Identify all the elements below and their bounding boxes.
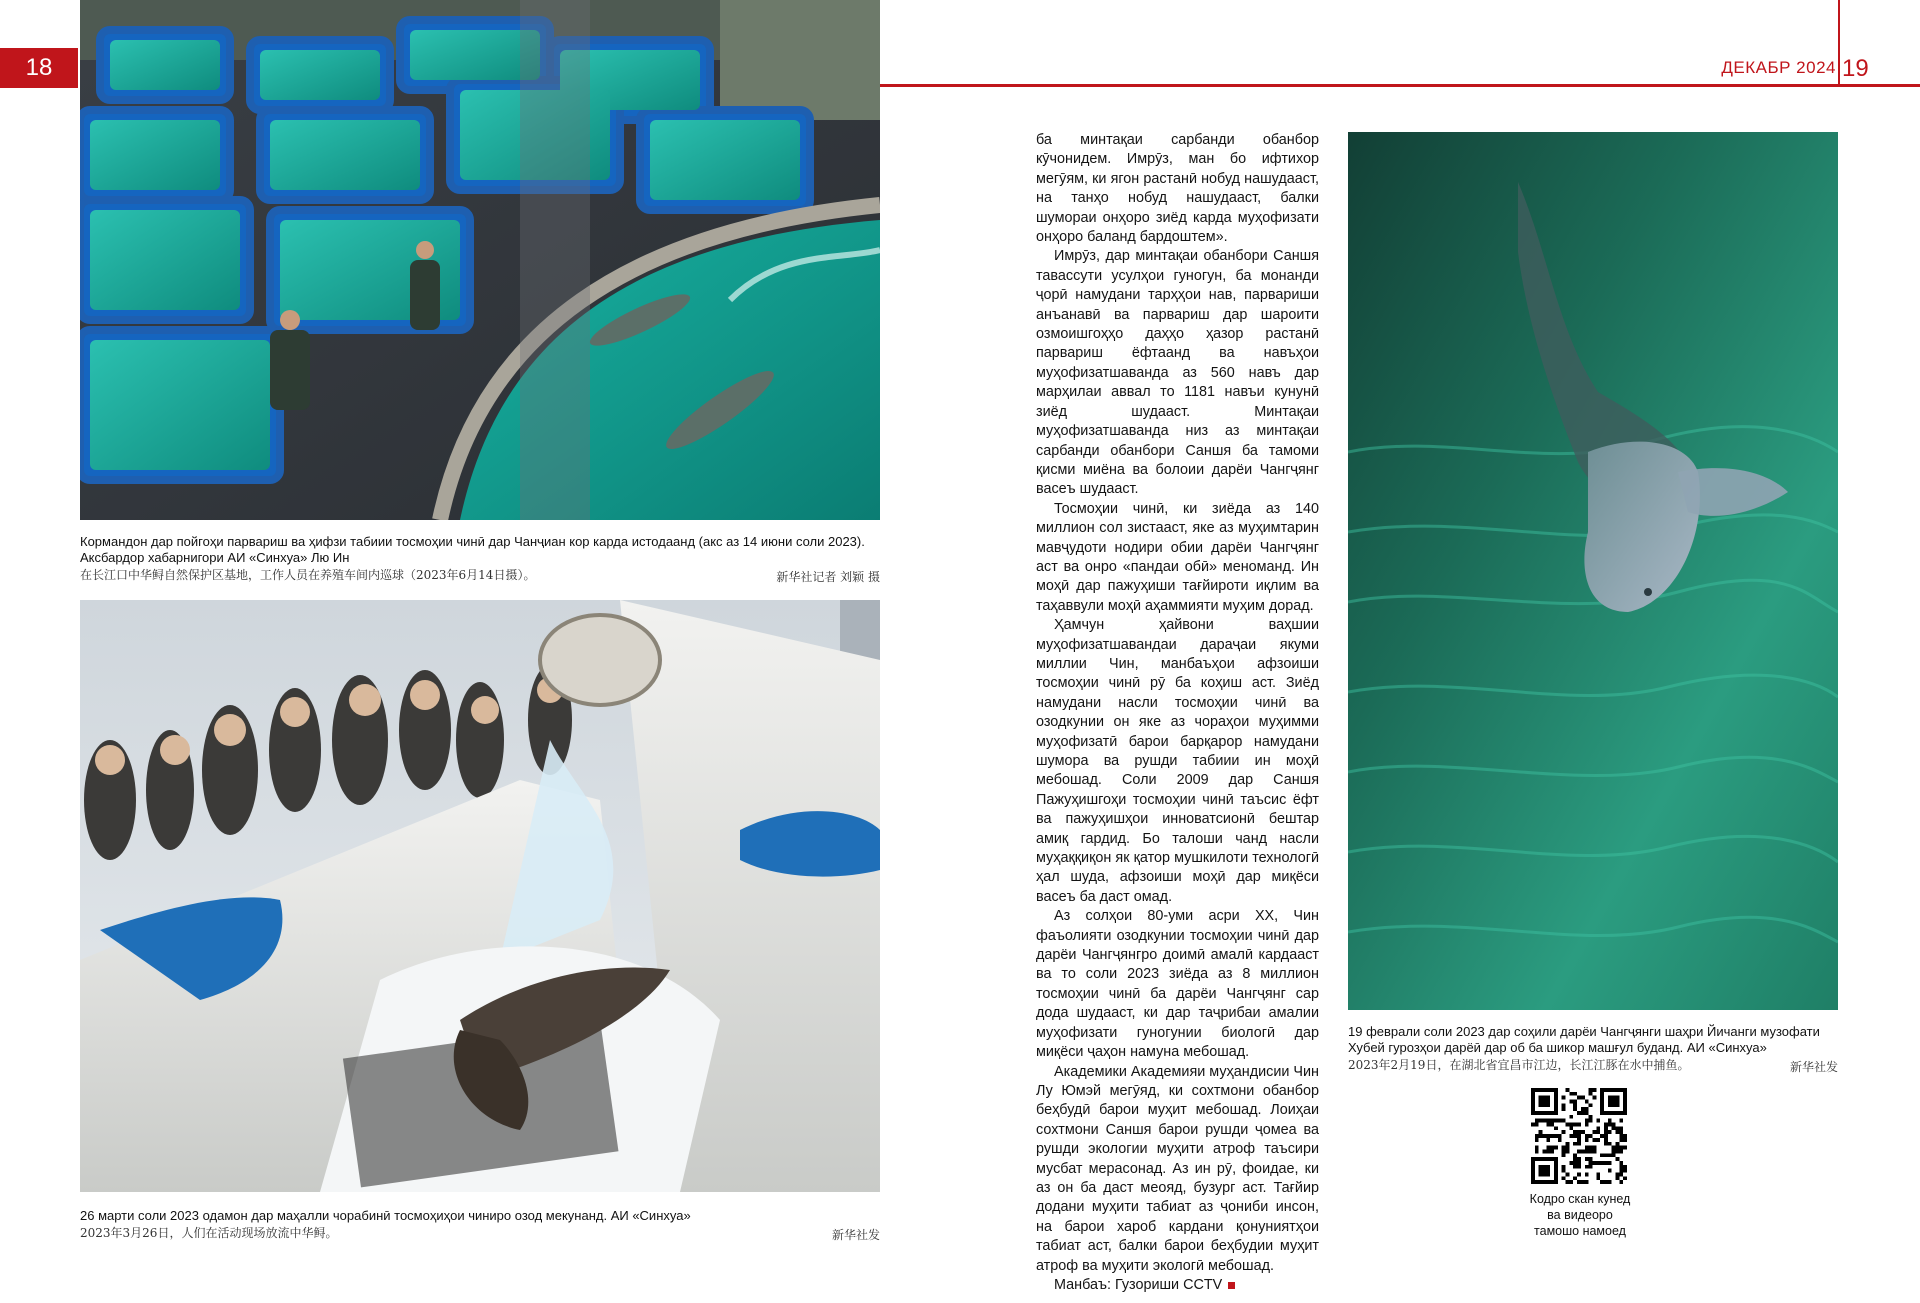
article-paragraph: Аз солҳои 80-уми асри ХХ, Чин фаъолияти озодкунии тосмоҳии чинӣ дар дарёи Чангҷянгро доимӣ амалӣ кардааст ва то соли 2023 зиёда аз 8 миллион тосмоҳии чинӣ ба дарёи Чангҷянг сар дода шудааст, ки дар таҷрибаи амалии муҳофизати гуногунии биологӣ дар миқёси ҷаҳон намуна мебошад. bbox=[1036, 908, 1319, 1061]
photo2-caption-cn: 2023年3月26日，人们在活动现场放流中华鲟。 bbox=[80, 1226, 338, 1240]
release-event-image bbox=[80, 600, 880, 1192]
photo-river-porpoise bbox=[1348, 132, 1838, 1010]
qr-code-icon bbox=[1531, 1088, 1627, 1184]
photo3-credit-cn: 新华社发 bbox=[1789, 1060, 1838, 1074]
photo3-caption-cn: 2023年2月19日，在湖北省宜昌市江边，长江江豚在水中捕鱼。 bbox=[1348, 1058, 1690, 1072]
header-divider bbox=[1838, 0, 1840, 86]
issue-date: ДЕКАБР 2024 bbox=[1721, 58, 1836, 77]
photo1-caption bbox=[80, 534, 880, 566]
page-number-right: 19 bbox=[1842, 55, 1869, 82]
header-rule bbox=[880, 84, 1920, 87]
article-paragraph: ба минтақаи сарбанди обанбор кӯчонидем. Имрӯз, ман бо ифтихор мегӯям, ки ягон растанӣ нобуд нашудааст, на танҳо нобуд нашудааст, балки шумораи онҳоро зиёд карда муҳофизати онҳоро баланд бардоштем». bbox=[1036, 132, 1319, 246]
photo3-caption-line: Хубей гурозҳои дарёӣ дар об ба шикор машғул буданд. АИ «Синхуа» bbox=[1348, 1040, 1767, 1055]
photo3-caption-line: 19 феврали соли 2023 дар соҳили дарёи Чангҷянги шаҳри Йичанги музофати bbox=[1348, 1024, 1820, 1039]
article-body bbox=[1036, 131, 1319, 1295]
article-paragraph: Тосмоҳии чинӣ, ки зиёда аз 140 миллион сол зистааст, яке аз муҳимтарин мавҷудоти нодири обии дарёи Чангҷянг аст ва онро «пандаи обӣ» меноманд. Ин моҳӣ дар пажуҳиши тағйироти иқлим ва таҳаввули моҳӣ аҳаммияти муҳим дорад. bbox=[1036, 500, 1319, 614]
article-paragraph: Академики Академияи муҳандисии Чин Лу Юмэй мегӯяд, ки сохтмони обанбор беҳбудӣ барои муҳит мебошад. Лоиҳаи сохтмони Саншя барои рушди ҷомеа ва рушди экологии муҳити атроф таъсири мусбат мерасонад. Аз ин рӯ, фоидае, ки аз он ба даст меояд, бузург аст. Тағйир додани муҳити табиат аз ҷониби инсон, на барои хароб кардани қонуниятҳои табиат аст, балки барои беҳбудии муҳит атроф ва муҳити экологӣ мебошад. bbox=[1036, 1063, 1319, 1274]
end-mark-icon bbox=[1228, 1282, 1235, 1289]
qr-caption-line: тамошо намоед bbox=[1534, 1224, 1626, 1238]
qr-caption-line: ва видеоро bbox=[1547, 1208, 1613, 1222]
breeding-pools-image bbox=[80, 0, 880, 520]
page-number-left: 18 bbox=[0, 48, 78, 88]
photo1-caption-line: Кормандон дар пойгоҳи парвариш ва ҳифзи табиии тосмоҳии чинӣ дар Чанҷиан кор карда истодаанд (акс аз 14 июни соли 2023). bbox=[80, 534, 865, 549]
qr-caption bbox=[1505, 1191, 1655, 1239]
photo1-caption-cn: 在长江口中华鲟自然保护区基地，工作人员在养殖车间内巡球（2023年6月14日摄）。 bbox=[80, 568, 536, 582]
river-porpoise-image bbox=[1348, 132, 1838, 1010]
photo1-caption-line: Аксбардор хабарнигори АИ «Синхуа» Лю Ин bbox=[80, 550, 350, 565]
photo2-caption: 26 марти соли 2023 одамон дар маҳалли чорабинӣ тосмоҳиҳои чиниро озод мекунанд. АИ «Синхуа» bbox=[80, 1208, 691, 1223]
article-paragraph: Ҳамчун ҳайвони ваҳшии муҳофизатшавандаи дараҷаи якуми миллии Чин, манбаъҳои афзоиши тосмоҳии чинӣ рӯ ба коҳиш аст. Зиёд намудани насли тосмоҳии чинӣ ва озодкунии он яке аз чораҳои муҳимми муҳофизатӣ барои барқарор намудани шумора ва рушди табиии ин моҳӣ мебошад. Соли 2009 дар Саншя Пажуҳишгоҳи тосмоҳии чинӣ таъсис ёфт ва пажуҳишҳои инноватсионӣ бештар амиқ гардид. Бо талоши чанд насли муҳаққиқон як қатор мушкилоти технологӣ ҳал шуда, афзоиши моҳӣ дар миқёси васеъ ба даст омад. bbox=[1036, 617, 1319, 905]
photo1-credit-cn: 新华社记者 刘颖 摄 bbox=[776, 570, 880, 584]
article-source: Манбаъ: Гузориши CCTV bbox=[1054, 1276, 1223, 1293]
qr-code[interactable] bbox=[1531, 1088, 1627, 1184]
article-paragraph: Имрӯз, дар минтақаи обанбори Саншя тавассути усулҳои гуногун, ба монанди ҷорӣ намудани тарҳҳои нав, парвариши анъанавӣ ва парвариш дар шароити озмоишгоҳҳо даҳҳо ҳазор растанӣ парвариш ёфтаанд ва навъҳои муҳофизатшаванда аз 560 навъ дар марҳилаи аввал то 1181 навъи кунунӣ зиёд шудааст. Минтақаи муҳофизатшаванда низ аз минтақаи сарбанди обанбори Саншя ба тамоми қисми миёна ва болоии дарёи Чангҷянг васеъ шудааст. bbox=[1036, 248, 1319, 498]
photo2-credit-cn: 新华社发 bbox=[831, 1228, 880, 1242]
photo3-caption bbox=[1348, 1024, 1838, 1056]
article-source-line bbox=[1036, 1276, 1319, 1295]
photo-breeding-pools bbox=[80, 0, 880, 520]
qr-caption-line: Кодро скан кунед bbox=[1529, 1192, 1631, 1206]
photo-release-event bbox=[80, 600, 880, 1192]
